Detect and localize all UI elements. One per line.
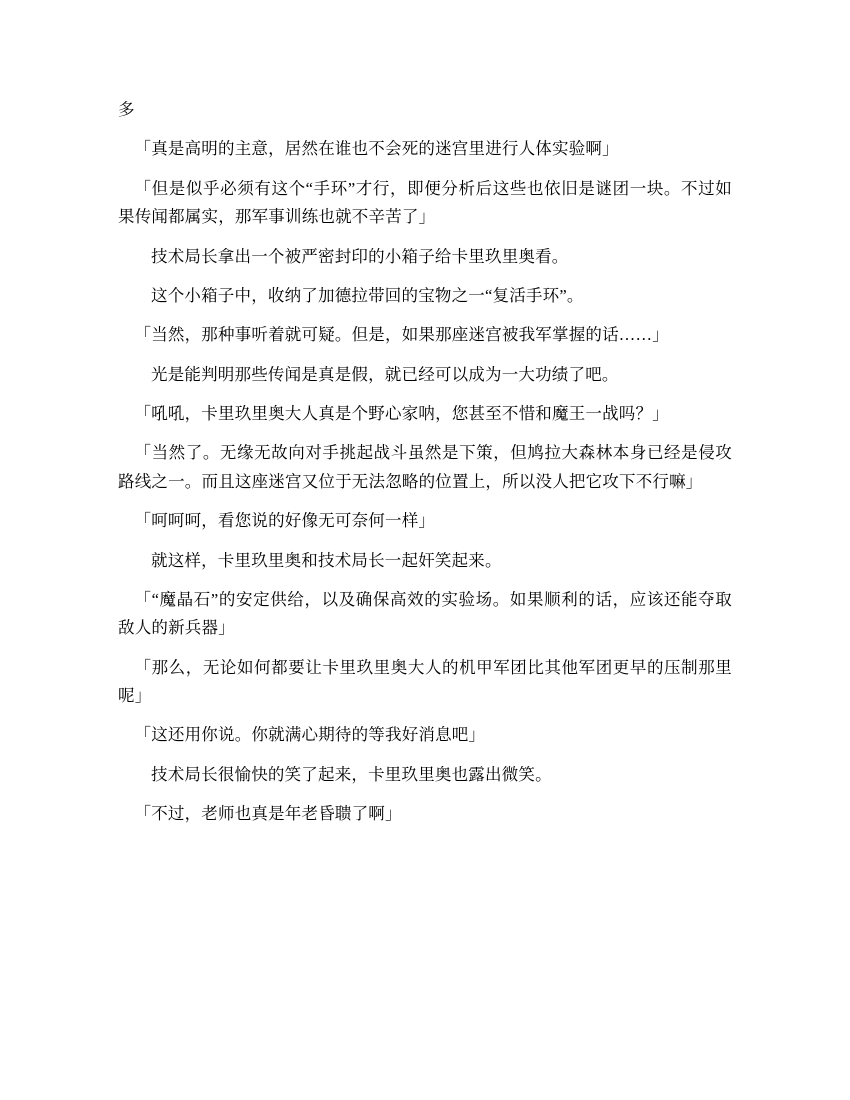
paragraph: 「不过，老师也真是年老昏聩了啊」 [134, 804, 402, 824]
paragraph: 「当然，那种事听着就可疑。但是，如果那座迷宫被我军掌握的话……」 [134, 325, 669, 345]
paragraph: 「呵呵呵，看您说的好像无可奈何一样」 [134, 511, 436, 531]
paragraph: 这个小箱子中，收纳了加德拉带回的宝物之一“复活手环”。 [151, 285, 584, 305]
paragraph: 技术局长拿出一个被严密封印的小箱子给卡里玖里奥看。 [151, 246, 569, 266]
paragraph: 「“魔晶石”的安定供给，以及确保高效的实验场。如果顺利的话，应该还能夺取敌人的新兵器」 [118, 589, 732, 638]
paragraph: 「真是高明的主意，居然在谁也不会死的迷宫里进行人体实验啊」 [134, 139, 619, 159]
paragraph: 就这样，卡里玖里奥和技术局长一起奸笑起来。 [151, 550, 502, 570]
paragraph: 光是能判明那些传闻是真是假，就已经可以成为一大功绩了吧。 [151, 364, 619, 384]
paragraph: 多 [118, 100, 135, 119]
paragraph: 「但是似乎必须有这个“手环”才行，即便分析后这些也依旧是谜团一块。不过如果传闻都属实，那军事训练也就不辛苦了」 [118, 178, 732, 227]
paragraph: 「那么，无论如何都要让卡里玖里奥大人的机甲军团比其他军团更早的压制那里呢」 [118, 657, 732, 705]
paragraph: 「吼吼，卡里玖里奥大人真是个野心家呐，您甚至不惜和魔王一战吗？」 [134, 404, 669, 423]
paragraph: 「这还用你说。你就满心期待的等我好消息吧」 [134, 725, 486, 745]
paragraph: 技术局长很愉快的笑了起来，卡里玖里奥也露出微笑。 [151, 764, 552, 784]
document-body [118, 96, 732, 829]
paragraph: 「当然了。无缘无故向对手挑起战斗虽然是下策，但鸠拉大森林本身已经是侵攻路线之一。而且这座迷宫又位于无法忽略的位置上，所以没人把它攻下不行嘛」 [118, 443, 732, 491]
